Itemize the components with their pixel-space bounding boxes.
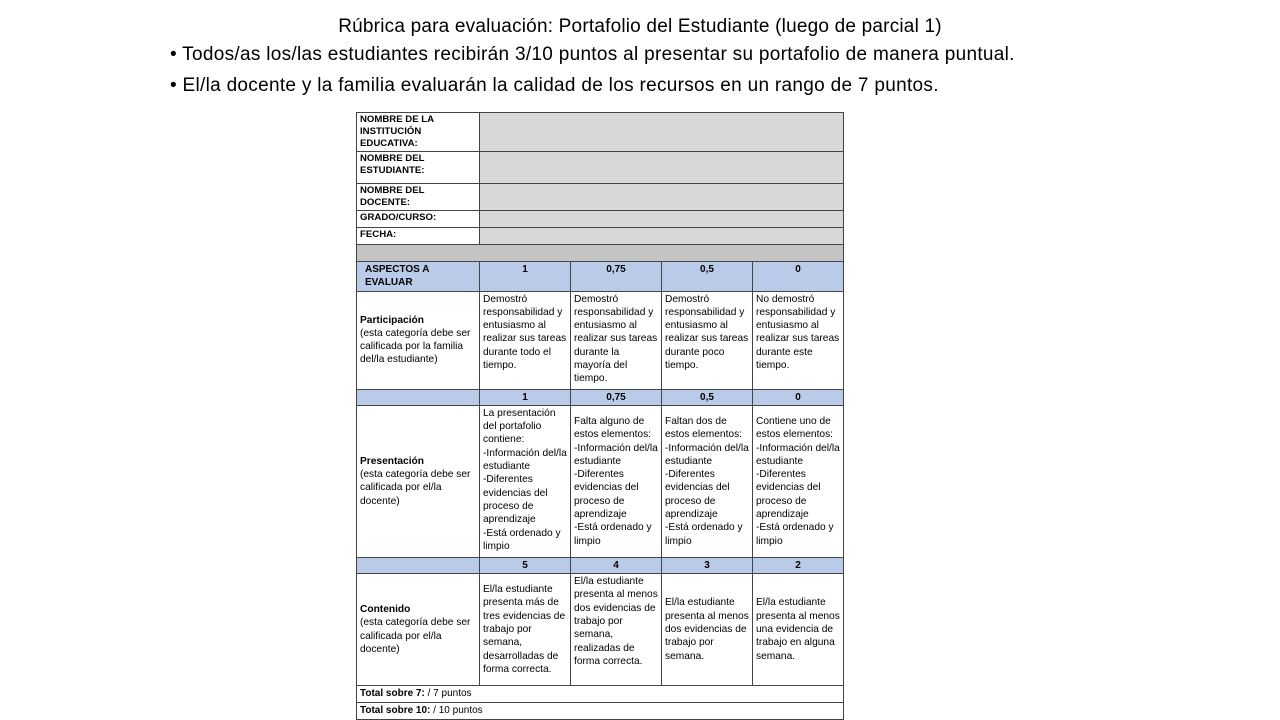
score-header: 3 [662, 557, 753, 573]
total-cell [357, 703, 844, 720]
field-label-student: NOMBRE DEL ESTUDIANTE: [357, 152, 480, 184]
aspects-header-empty [357, 389, 480, 405]
aspect-name: Contenido [360, 604, 411, 616]
field-label-date: FECHA: [357, 228, 480, 245]
field-input-date[interactable] [480, 228, 844, 245]
total-label: Total sobre 10: [360, 705, 431, 717]
total-label: Total sobre 7: [360, 688, 425, 700]
score-header: 0,5 [662, 262, 753, 292]
field-row-teacher [357, 184, 844, 211]
rubric-table [356, 112, 844, 720]
field-row-student [357, 152, 844, 184]
separator-bar [357, 245, 844, 262]
criterion-cell: Falta alguno de estos elementos: -Información del/la estudiante -Diferentes evidencias del proceso de aprendizaje -Está ordenado y limpio [571, 405, 662, 557]
score-header-row [357, 557, 844, 573]
score-header: 2 [753, 557, 844, 573]
aspect-name: Participación [360, 314, 424, 326]
field-input-teacher[interactable] [480, 184, 844, 211]
aspect-note: (esta categoría debe ser calificada por la familia del/la estudiante) [360, 327, 471, 366]
aspect-cell [357, 574, 480, 686]
score-header: 0,5 [662, 389, 753, 405]
slide-title: Rúbrica para evaluación: Portafolio del Estudiante (luego de parcial 1) [338, 16, 942, 37]
field-row-date [357, 228, 844, 245]
criterion-cell: Contiene uno de estos elementos: -Información del/la estudiante -Diferentes evidencias del proceso de aprendizaje -Está ordenado y limpio [753, 405, 844, 557]
criterion-cell: No demostró responsabilidad y entusiasmo al realizar sus tareas durante este tiempo. [753, 291, 844, 389]
total-cell [357, 686, 844, 703]
aspect-note: (esta categoría debe ser calificada por el/la docente) [360, 469, 471, 507]
score-header: 0 [753, 262, 844, 292]
criterion-cell: El/la estudiante presenta al menos una evidencia de trabajo en alguna semana. [753, 574, 844, 686]
field-label-teacher: NOMBRE DEL DOCENTE: [357, 184, 480, 211]
score-header: 4 [571, 557, 662, 573]
aspect-cell [357, 291, 480, 389]
field-row-grade [357, 211, 844, 228]
score-header-row [357, 262, 844, 292]
aspect-cell [357, 405, 480, 557]
score-header: 1 [480, 262, 571, 292]
separator-row [357, 245, 844, 262]
criterion-row-participation [357, 291, 844, 389]
criterion-cell: Demostró responsabilidad y entusiasmo al realizar sus tareas durante todo el tiempo. [480, 291, 571, 389]
criterion-cell: El/la estudiante presenta al menos dos evidencias de trabajo por semana. [662, 574, 753, 686]
bullet-punctuality: • Todos/as los/las estudiantes recibirán 3/10 puntos al presentar su portafolio de manera puntual. [170, 44, 1015, 65]
score-header: 5 [480, 557, 571, 573]
field-label-institution: NOMBRE DE LA INSTITUCIÓN EDUCATIVA: [357, 113, 480, 152]
field-input-student[interactable] [480, 152, 844, 184]
field-row-institution [357, 113, 844, 152]
criterion-cell: Demostró responsabilidad y entusiasmo al realizar sus tareas durante la mayoría del tiempo. [571, 291, 662, 389]
criterion-cell: El/la estudiante presenta más de tres evidencias de trabajo por semana, desarrolladas de forma correcta. [480, 574, 571, 686]
total-row-7 [357, 686, 844, 703]
total-value: / 10 puntos [433, 705, 483, 717]
rubric-document [356, 112, 843, 720]
aspect-note: (esta categoría debe ser calificada por el/la docente) [360, 617, 471, 655]
aspects-header: ASPECTOS A EVALUAR [357, 262, 480, 292]
bullet-quality-range: • El/la docente y la familia evaluarán la calidad de los recursos en un rango de 7 puntos. [170, 75, 939, 96]
score-header: 1 [480, 389, 571, 405]
aspects-header-empty [357, 557, 480, 573]
criterion-row-presentation [357, 405, 844, 557]
total-row-10 [357, 703, 844, 720]
aspect-name: Presentación [360, 455, 424, 467]
criterion-cell: Faltan dos de estos elementos: -Información del/la estudiante -Diferentes evidencias del proceso de aprendizaje -Está ordenado y limpio [662, 405, 753, 557]
field-input-grade[interactable] [480, 211, 844, 228]
criterion-cell: La presentación del portafolio contiene: -Información del/la estudiante -Diferentes evidencias del proceso de aprendizaje -Está ordenado y limpio [480, 405, 571, 557]
score-header-row [357, 389, 844, 405]
score-header: 0,75 [571, 389, 662, 405]
total-value: / 7 puntos [427, 688, 472, 700]
score-header: 0 [753, 389, 844, 405]
field-input-institution[interactable] [480, 113, 844, 152]
criterion-cell: El/la estudiante presenta al menos dos evidencias de trabajo por semana, realizadas de forma correcta. [571, 574, 662, 686]
field-label-grade: GRADO/CURSO: [357, 211, 480, 228]
criterion-cell: Demostró responsabilidad y entusiasmo al realizar sus tareas durante poco tiempo. [662, 291, 753, 389]
criterion-row-content [357, 574, 844, 686]
score-header: 0,75 [571, 262, 662, 292]
